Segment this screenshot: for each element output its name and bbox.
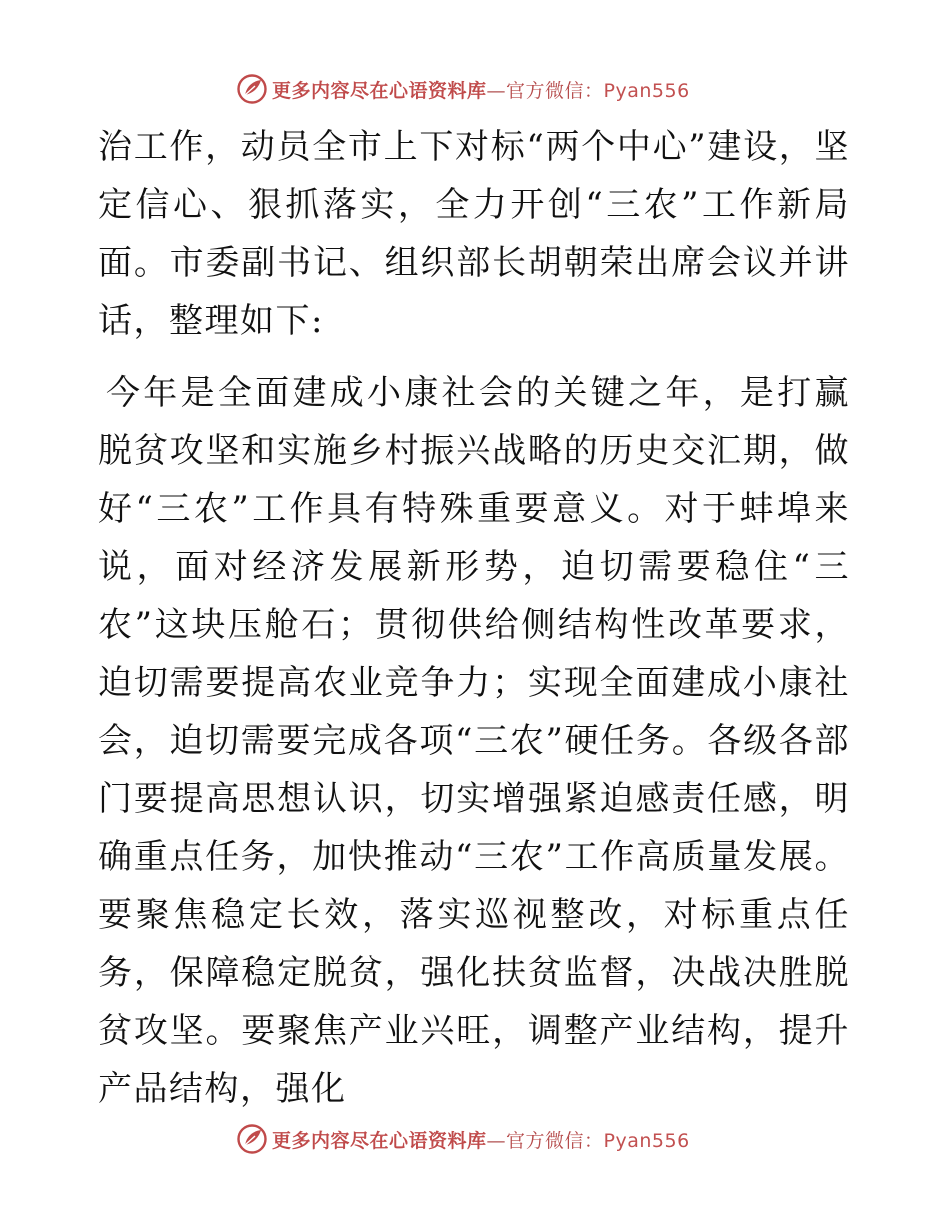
watermark-separator: — bbox=[486, 1129, 507, 1152]
watermark-main-text: 更多内容尽在心语资料库 bbox=[272, 1129, 487, 1152]
document-body bbox=[98, 118, 850, 1118]
watermark-sub-text: 官方微信： bbox=[506, 1129, 604, 1152]
red-seal-leaf-icon bbox=[236, 73, 268, 105]
watermark-text bbox=[272, 76, 690, 103]
watermark-text bbox=[272, 1126, 690, 1153]
footer-watermark bbox=[236, 1122, 690, 1156]
watermark-main-text: 更多内容尽在心语资料库 bbox=[272, 79, 487, 102]
watermark-separator: — bbox=[486, 79, 507, 102]
paragraph: 今年是全面建成小康社会的关键之年，是打赢脱贫攻坚和实施乡村振兴战略的历史交汇期，做好“三农”工作具有特殊重要意义。对于蚌埠来说，面对经济发展新形势，迫切需要稳住“三农”这块压舱石；贯彻供给侧结构性改革要求，迫切需要提高农业竞争力；实现全面建成小康社会，迫切需要完成各项“三农”硬任务。各级各部门要提高思想认识，切实增强紧迫感责任感，明确重点任务，加快推动“三农”工作高质量发展。要聚焦稳定长效，落实巡视整改，对标重点任务，保障稳定脱贫，强化扶贫监督，决战决胜脱贫攻坚。要聚焦产业兴旺，调整产业结构，提升产品结构，强化 bbox=[98, 373, 850, 1109]
paragraph: 治工作，动员全市上下对标“两个中心”建设，坚定信心、狠抓落实，全力开创“三农”工作新局面。市委副书记、组织部长胡朝荣出席会议并讲话，整理如下: bbox=[98, 127, 850, 341]
watermark-account: Pyan556 bbox=[603, 1129, 690, 1152]
watermark-sub-text: 官方微信： bbox=[506, 79, 604, 102]
header-watermark bbox=[236, 72, 690, 106]
red-seal-leaf-icon bbox=[236, 1123, 268, 1155]
watermark-account: Pyan556 bbox=[603, 79, 690, 102]
